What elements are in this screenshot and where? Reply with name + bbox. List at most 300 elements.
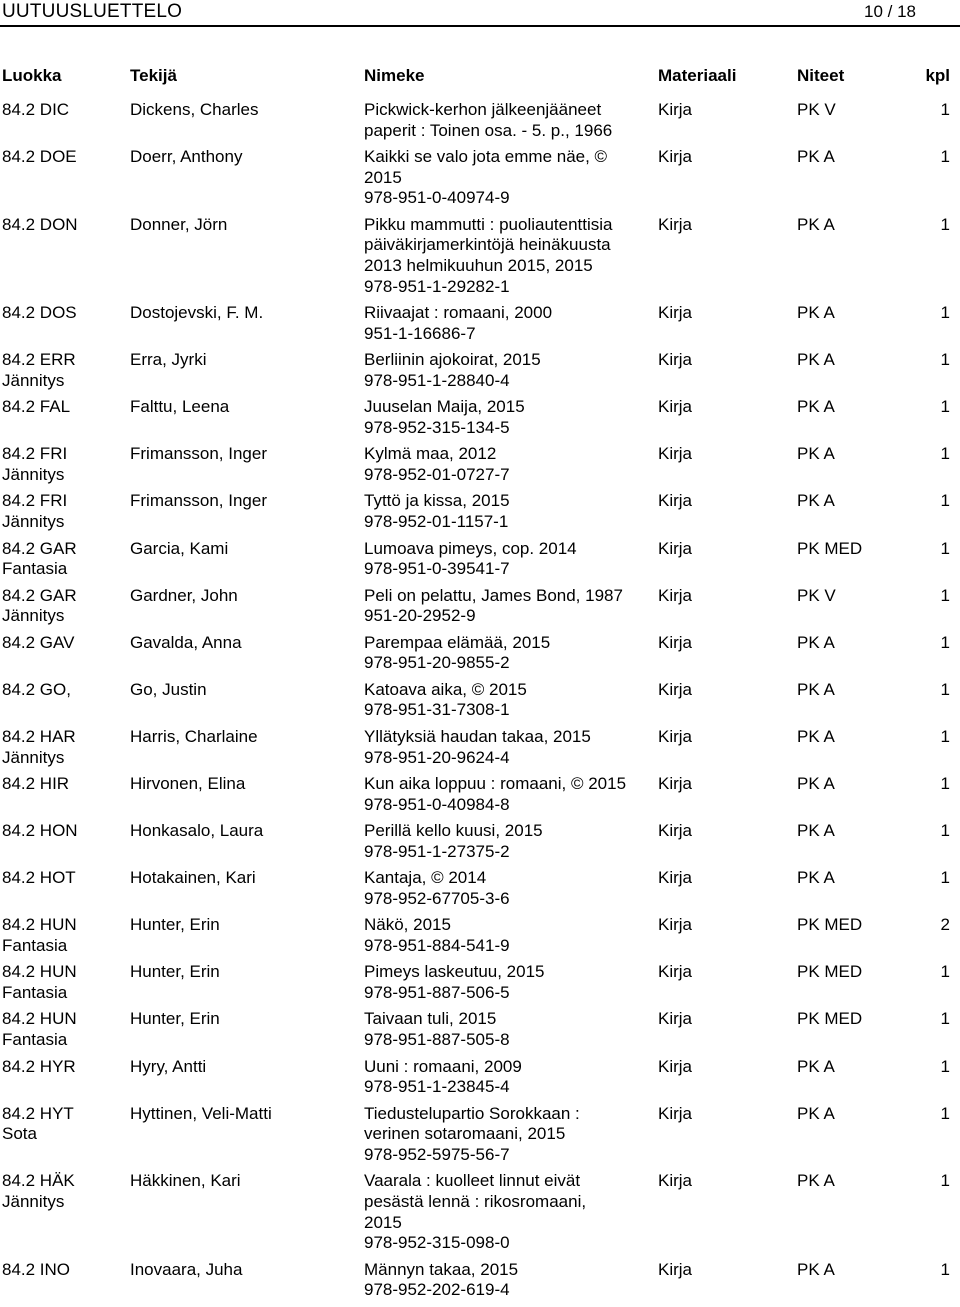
kpl-cell bbox=[941, 1057, 950, 1078]
nimeke-cell-line: 978-952-01-1157-1 bbox=[364, 512, 509, 532]
kpl-cell-line: 1 bbox=[940, 726, 950, 746]
luokka-cell-line: 84.2 DIC bbox=[2, 100, 70, 119]
nimeke-cell bbox=[364, 303, 654, 344]
nimeke-cell-line: 978-952-202-619-4 bbox=[364, 1280, 510, 1300]
niteet-cell-line: PK A bbox=[797, 821, 835, 841]
kpl-cell-line: 1 bbox=[940, 1056, 950, 1076]
luokka-cell-line: 84.2 GAR bbox=[2, 538, 77, 558]
table-row bbox=[0, 915, 960, 962]
kpl-cell bbox=[941, 962, 950, 983]
tekija-cell bbox=[130, 303, 360, 324]
tekija-cell bbox=[130, 1104, 360, 1125]
luokka-cell-line: 84.2 GO, bbox=[2, 679, 71, 699]
materiaali-cell-line: Kirja bbox=[658, 303, 693, 323]
materiaali-cell-line: Kirja bbox=[658, 962, 693, 982]
niteet-cell bbox=[797, 1104, 835, 1125]
tekija-cell bbox=[130, 962, 360, 983]
kpl-cell bbox=[941, 774, 950, 795]
luokka-cell-line: Jännitys bbox=[2, 747, 65, 767]
tekija-cell bbox=[130, 100, 360, 121]
table-row bbox=[0, 539, 960, 586]
tekija-cell-line: Doerr, Anthony bbox=[130, 147, 243, 167]
nimeke-cell-line: 978-951-887-505-8 bbox=[364, 1030, 510, 1050]
materiaali-cell-line: Kirja bbox=[658, 147, 693, 167]
kpl-cell-line: 1 bbox=[940, 632, 950, 652]
nimeke-cell-line: Kun aika loppuu : romaani, © 2015 bbox=[364, 774, 627, 794]
luokka-cell bbox=[2, 397, 127, 418]
tekija-cell-line: Harris, Charlaine bbox=[130, 726, 258, 746]
luokka-cell bbox=[2, 821, 127, 842]
nimeke-cell-line: 951-1-16686-7 bbox=[364, 323, 476, 343]
nimeke-cell-line: Perillä kello kuusi, 2015 bbox=[364, 821, 543, 841]
nimeke-cell-line: Vaarala : kuolleet linnut eivät bbox=[364, 1171, 581, 1191]
nimeke-cell-line: 978-952-67705-3-6 bbox=[364, 888, 510, 908]
tekija-cell-line: Hotakainen, Kari bbox=[130, 868, 256, 888]
kpl-cell-line: 1 bbox=[940, 350, 950, 370]
nimeke-cell-line: paperit : Toinen osa. - 5. p., 1966 bbox=[364, 120, 613, 140]
nimeke-cell-line: Juuselan Maija, 2015 bbox=[364, 397, 525, 417]
kpl-cell-line: 1 bbox=[940, 962, 950, 982]
niteet-cell bbox=[797, 962, 862, 983]
tekija-cell-line: Honkasalo, Laura bbox=[130, 821, 264, 841]
nimeke-cell-line: Tiedustelupartio Sorokkaan : bbox=[364, 1103, 580, 1123]
table-row bbox=[0, 586, 960, 633]
column-header-niteet: Niteet bbox=[797, 66, 845, 85]
materiaali-cell bbox=[658, 350, 692, 371]
kpl-cell-line: 1 bbox=[940, 679, 950, 699]
materiaali-cell-line: Kirja bbox=[658, 821, 693, 841]
materiaali-cell-line: Kirja bbox=[658, 1171, 693, 1191]
tekija-cell bbox=[130, 397, 360, 418]
luokka-cell-line: Fantasia bbox=[2, 982, 68, 1002]
table-row bbox=[0, 1171, 960, 1259]
nimeke-cell bbox=[364, 1171, 654, 1253]
niteet-cell-line: PK A bbox=[797, 397, 835, 417]
nimeke-cell-line: Kantaja, © 2014 bbox=[364, 868, 487, 888]
page-number: 10 / 18 bbox=[864, 2, 916, 21]
nimeke-cell-line: 978-951-1-28840-4 bbox=[364, 370, 510, 390]
luokka-cell bbox=[2, 1260, 127, 1281]
tekija-cell bbox=[130, 586, 360, 607]
nimeke-cell-line: Männyn takaa, 2015 bbox=[364, 1259, 519, 1279]
luokka-cell bbox=[2, 350, 127, 391]
materiaali-cell-line: Kirja bbox=[658, 1103, 693, 1123]
nimeke-cell-line: Pickwick-kerhon jälkeenjääneet bbox=[364, 100, 602, 119]
materiaali-cell bbox=[658, 633, 692, 654]
nimeke-cell-line: 2015 bbox=[364, 167, 402, 187]
tekija-cell bbox=[130, 680, 360, 701]
nimeke-cell-line: 978-951-884-541-9 bbox=[364, 935, 510, 955]
luokka-cell-line: Fantasia bbox=[2, 559, 68, 579]
materiaali-cell-line: Kirja bbox=[658, 774, 693, 794]
materiaali-cell bbox=[658, 962, 692, 983]
table-row bbox=[0, 1260, 960, 1307]
table-row bbox=[0, 147, 960, 215]
nimeke-cell-line: Peli on pelattu, James Bond, 1987 bbox=[364, 585, 623, 605]
luokka-cell bbox=[2, 586, 127, 627]
kpl-cell-line: 1 bbox=[940, 585, 950, 605]
luokka-cell-line: Jännitys bbox=[2, 1191, 65, 1211]
nimeke-cell-line: Taivaan tuli, 2015 bbox=[364, 1009, 497, 1029]
materiaali-cell-line: Kirja bbox=[658, 1259, 693, 1279]
luokka-cell-line: 84.2 INO bbox=[2, 1259, 71, 1279]
luokka-cell-line: 84.2 HUN bbox=[2, 962, 77, 982]
tekija-cell-line: Häkkinen, Kari bbox=[130, 1171, 241, 1191]
niteet-cell bbox=[797, 774, 835, 795]
column-header-kpl: kpl bbox=[925, 66, 950, 85]
column-header-nimeke: Nimeke bbox=[364, 66, 425, 85]
table-row bbox=[0, 962, 960, 1009]
materiaali-cell bbox=[658, 727, 692, 748]
niteet-cell-line: PK A bbox=[797, 868, 835, 888]
materiaali-cell bbox=[658, 774, 692, 795]
niteet-cell-line: PK A bbox=[797, 147, 835, 167]
luokka-cell bbox=[2, 491, 127, 532]
niteet-cell-line: PK A bbox=[797, 1056, 835, 1076]
niteet-cell bbox=[797, 1057, 835, 1078]
nimeke-cell-line: Berliinin ajokoirat, 2015 bbox=[364, 350, 541, 370]
materiaali-cell bbox=[658, 1104, 692, 1125]
kpl-cell-line: 1 bbox=[940, 303, 950, 323]
niteet-cell-line: PK A bbox=[797, 303, 835, 323]
niteet-cell bbox=[797, 821, 835, 842]
luokka-cell bbox=[2, 1057, 127, 1078]
niteet-cell-line: PK A bbox=[797, 774, 835, 794]
materiaali-cell-line: Kirja bbox=[658, 915, 693, 935]
kpl-cell bbox=[941, 1171, 950, 1192]
table-row bbox=[0, 821, 960, 868]
niteet-cell bbox=[797, 303, 835, 324]
nimeke-cell-line: Riivaajat : romaani, 2000 bbox=[364, 303, 553, 323]
tekija-cell-line: Frimansson, Inger bbox=[130, 491, 267, 511]
luokka-cell bbox=[2, 215, 127, 236]
luokka-cell-line: 84.2 HYT bbox=[2, 1103, 74, 1123]
niteet-cell bbox=[797, 539, 862, 560]
luokka-cell bbox=[2, 868, 127, 889]
table-row bbox=[0, 633, 960, 680]
materiaali-cell bbox=[658, 915, 692, 936]
luokka-cell-line: 84.2 HOT bbox=[2, 868, 76, 888]
luokka-cell bbox=[2, 680, 127, 701]
tekija-cell-line: Dickens, Charles bbox=[130, 100, 259, 119]
niteet-cell bbox=[797, 1009, 862, 1030]
tekija-cell-line: Dostojevski, F. M. bbox=[130, 303, 264, 323]
luokka-cell-line: 84.2 HÄK bbox=[2, 1171, 75, 1191]
niteet-cell bbox=[797, 1171, 835, 1192]
nimeke-cell-line: 978-952-5975-56-7 bbox=[364, 1144, 510, 1164]
nimeke-cell-line: 978-951-1-23845-4 bbox=[364, 1077, 510, 1097]
materiaali-cell-line: Kirja bbox=[658, 585, 693, 605]
niteet-cell-line: PK A bbox=[797, 350, 835, 370]
nimeke-cell bbox=[364, 397, 654, 438]
nimeke-cell bbox=[364, 680, 654, 721]
niteet-cell-line: PK MED bbox=[797, 915, 863, 935]
nimeke-cell-line: Kaikki se valo jota emme näe, © bbox=[364, 147, 608, 167]
tekija-cell-line: Hunter, Erin bbox=[130, 915, 220, 935]
luokka-cell-line: 84.2 HUN bbox=[2, 915, 77, 935]
nimeke-cell bbox=[364, 1057, 654, 1098]
kpl-cell-line: 1 bbox=[940, 1009, 950, 1029]
kpl-cell bbox=[941, 915, 950, 936]
nimeke-cell bbox=[364, 1009, 654, 1050]
kpl-cell-line: 1 bbox=[940, 397, 950, 417]
nimeke-cell-line: 978-951-887-506-5 bbox=[364, 982, 510, 1002]
nimeke-cell-line: Tyttö ja kissa, 2015 bbox=[364, 491, 510, 511]
luokka-cell bbox=[2, 539, 127, 580]
tekija-cell bbox=[130, 868, 360, 889]
tekija-cell-line: Hunter, Erin bbox=[130, 1009, 220, 1029]
materiaali-cell-line: Kirja bbox=[658, 679, 693, 699]
luokka-cell-line: 84.2 FAL bbox=[2, 397, 71, 417]
luokka-cell-line: 84.2 GAV bbox=[2, 632, 75, 652]
niteet-cell-line: PK MED bbox=[797, 538, 863, 558]
nimeke-cell-line: Pikku mammutti : puoliautenttisia bbox=[364, 214, 613, 234]
tekija-cell bbox=[130, 727, 360, 748]
tekija-cell bbox=[130, 1260, 360, 1281]
niteet-cell bbox=[797, 444, 835, 465]
nimeke-cell bbox=[364, 727, 654, 768]
luokka-cell-line: 84.2 DON bbox=[2, 214, 78, 234]
materiaali-cell bbox=[658, 147, 692, 168]
materiaali-cell bbox=[658, 444, 692, 465]
tekija-cell bbox=[130, 821, 360, 842]
nimeke-cell-line: 978-951-20-9855-2 bbox=[364, 653, 510, 673]
column-header-materiaali: Materiaali bbox=[658, 66, 737, 85]
materiaali-cell bbox=[658, 1009, 692, 1030]
nimeke-cell bbox=[364, 821, 654, 862]
nimeke-cell-line: Lumoava pimeys, cop. 2014 bbox=[364, 538, 577, 558]
kpl-cell-line: 2 bbox=[940, 915, 950, 935]
materiaali-cell-line: Kirja bbox=[658, 1009, 693, 1029]
kpl-cell bbox=[941, 821, 950, 842]
niteet-cell-line: PK A bbox=[797, 632, 835, 652]
tekija-cell-line: Falttu, Leena bbox=[130, 397, 230, 417]
materiaali-cell bbox=[658, 680, 692, 701]
luokka-cell-line: Fantasia bbox=[2, 1030, 68, 1050]
nimeke-cell-line: Näkö, 2015 bbox=[364, 915, 451, 935]
niteet-cell-line: PK A bbox=[797, 491, 835, 511]
materiaali-cell bbox=[658, 100, 692, 121]
niteet-cell bbox=[797, 680, 835, 701]
kpl-cell bbox=[941, 1009, 950, 1030]
tekija-cell-line: Hyry, Antti bbox=[130, 1056, 207, 1076]
luokka-cell bbox=[2, 303, 127, 324]
table-row bbox=[0, 215, 960, 303]
niteet-cell-line: PK A bbox=[797, 444, 835, 464]
column-header-luokka: Luokka bbox=[2, 66, 62, 85]
materiaali-cell-line: Kirja bbox=[658, 632, 693, 652]
niteet-cell-line: PK MED bbox=[797, 962, 863, 982]
column-header-row bbox=[0, 66, 960, 88]
kpl-cell bbox=[941, 350, 950, 371]
nimeke-cell-line: verinen sotaromaani, 2015 bbox=[364, 1124, 566, 1144]
nimeke-cell bbox=[364, 539, 654, 580]
tekija-cell-line: Hyttinen, Veli-Matti bbox=[130, 1103, 272, 1123]
materiaali-cell-line: Kirja bbox=[658, 397, 693, 417]
nimeke-cell-line: 2013 helmikuuhun 2015, 2015 bbox=[364, 255, 593, 275]
luokka-cell bbox=[2, 100, 127, 121]
luokka-cell bbox=[2, 915, 127, 956]
luokka-cell-line: 84.2 HUN bbox=[2, 1009, 77, 1029]
materiaali-cell-line: Kirja bbox=[658, 491, 693, 511]
materiaali-cell-line: Kirja bbox=[658, 868, 693, 888]
materiaali-cell bbox=[658, 1057, 692, 1078]
nimeke-cell bbox=[364, 868, 654, 909]
table-row bbox=[0, 774, 960, 821]
tekija-cell-line: Hunter, Erin bbox=[130, 962, 220, 982]
tekija-cell bbox=[130, 147, 360, 168]
nimeke-cell-line: Kylmä maa, 2012 bbox=[364, 444, 497, 464]
niteet-cell-line: PK A bbox=[797, 214, 835, 234]
niteet-cell-line: PK A bbox=[797, 1259, 835, 1279]
kpl-cell-line: 1 bbox=[940, 1171, 950, 1191]
niteet-cell-line: PK A bbox=[797, 726, 835, 746]
nimeke-cell bbox=[364, 147, 654, 209]
table-row bbox=[0, 1057, 960, 1104]
tekija-cell-line: Gavalda, Anna bbox=[130, 632, 242, 652]
table-row bbox=[0, 680, 960, 727]
table-row bbox=[0, 727, 960, 774]
tekija-cell bbox=[130, 1009, 360, 1030]
tekija-cell bbox=[130, 350, 360, 371]
niteet-cell bbox=[797, 727, 835, 748]
table-row bbox=[0, 397, 960, 444]
luokka-cell-line: Jännitys bbox=[2, 606, 65, 626]
luokka-cell bbox=[2, 1171, 127, 1212]
nimeke-cell-line: 978-952-315-134-5 bbox=[364, 417, 510, 437]
materiaali-cell-line: Kirja bbox=[658, 100, 693, 119]
tekija-cell bbox=[130, 215, 360, 236]
header-rule bbox=[0, 25, 960, 27]
kpl-cell-line: 1 bbox=[940, 444, 950, 464]
niteet-cell bbox=[797, 586, 836, 607]
luokka-cell bbox=[2, 147, 127, 168]
niteet-cell-line: PK V bbox=[797, 100, 836, 119]
niteet-cell-line: PK A bbox=[797, 679, 835, 699]
kpl-cell-line: 1 bbox=[940, 868, 950, 888]
kpl-cell bbox=[941, 100, 950, 121]
table-row bbox=[0, 100, 960, 147]
luokka-cell bbox=[2, 774, 127, 795]
kpl-cell-line: 1 bbox=[940, 821, 950, 841]
luokka-cell bbox=[2, 962, 127, 1003]
kpl-cell bbox=[941, 727, 950, 748]
table-row bbox=[0, 444, 960, 491]
nimeke-cell-line: 978-951-0-40974-9 bbox=[364, 188, 510, 208]
materiaali-cell bbox=[658, 539, 692, 560]
materiaali-cell bbox=[658, 397, 692, 418]
materiaali-cell-line: Kirja bbox=[658, 214, 693, 234]
nimeke-cell-line: 978-951-1-29282-1 bbox=[364, 276, 510, 296]
materiaali-cell bbox=[658, 586, 692, 607]
niteet-cell bbox=[797, 915, 862, 936]
kpl-cell bbox=[941, 586, 950, 607]
kpl-cell-line: 1 bbox=[940, 774, 950, 794]
kpl-cell bbox=[941, 633, 950, 654]
materiaali-cell-line: Kirja bbox=[658, 1056, 693, 1076]
kpl-cell bbox=[941, 680, 950, 701]
nimeke-cell bbox=[364, 1104, 654, 1166]
table-row bbox=[0, 1104, 960, 1172]
luokka-cell-line: 84.2 HAR bbox=[2, 726, 76, 746]
kpl-cell-line: 1 bbox=[940, 538, 950, 558]
luokka-cell-line: Jännitys bbox=[2, 464, 65, 484]
nimeke-cell bbox=[364, 100, 654, 141]
nimeke-cell-line: päiväkirjamerkintöjä heinäkuusta bbox=[364, 235, 611, 255]
tekija-cell-line: Donner, Jörn bbox=[130, 214, 228, 234]
kpl-cell bbox=[941, 868, 950, 889]
nimeke-cell-line: 978-952-315-098-0 bbox=[364, 1233, 510, 1253]
luokka-cell-line: 84.2 FRI bbox=[2, 491, 68, 511]
tekija-cell bbox=[130, 491, 360, 512]
materiaali-cell bbox=[658, 821, 692, 842]
nimeke-cell bbox=[364, 774, 654, 815]
nimeke-cell bbox=[364, 633, 654, 674]
niteet-cell-line: PK A bbox=[797, 1103, 835, 1123]
kpl-cell bbox=[941, 397, 950, 418]
niteet-cell bbox=[797, 215, 835, 236]
luokka-cell bbox=[2, 1104, 127, 1145]
tekija-cell-line: Frimansson, Inger bbox=[130, 444, 267, 464]
materiaali-cell-line: Kirja bbox=[658, 538, 693, 558]
niteet-cell bbox=[797, 397, 835, 418]
kpl-cell-line: 1 bbox=[940, 1259, 950, 1279]
tekija-cell-line: Go, Justin bbox=[130, 679, 207, 699]
nimeke-cell bbox=[364, 586, 654, 627]
luokka-cell-line: 84.2 DOS bbox=[2, 303, 77, 323]
nimeke-cell-line: 978-951-20-9624-4 bbox=[364, 747, 510, 767]
luokka-cell-line: 84.2 ERR bbox=[2, 350, 76, 370]
kpl-cell bbox=[941, 1260, 950, 1281]
nimeke-cell-line: Pimeys laskeutuu, 2015 bbox=[364, 962, 545, 982]
kpl-cell-line: 1 bbox=[940, 147, 950, 167]
table-row bbox=[0, 350, 960, 397]
nimeke-cell bbox=[364, 444, 654, 485]
luokka-cell-line: Sota bbox=[2, 1124, 37, 1144]
nimeke-cell bbox=[364, 491, 654, 532]
materiaali-cell bbox=[658, 1260, 692, 1281]
nimeke-cell-line: 978-951-1-27375-2 bbox=[364, 841, 510, 861]
nimeke-cell bbox=[364, 915, 654, 956]
niteet-cell-line: PK A bbox=[797, 1171, 835, 1191]
nimeke-cell-line: 2015 bbox=[364, 1212, 402, 1232]
luokka-cell-line: 84.2 DOE bbox=[2, 147, 77, 167]
kpl-cell bbox=[941, 491, 950, 512]
kpl-cell-line: 1 bbox=[940, 1103, 950, 1123]
niteet-cell bbox=[797, 350, 835, 371]
luokka-cell-line: 84.2 HIR bbox=[2, 774, 70, 794]
materiaali-cell bbox=[658, 215, 692, 236]
nimeke-cell bbox=[364, 350, 654, 391]
tekija-cell bbox=[130, 1057, 360, 1078]
page-header bbox=[0, 0, 960, 26]
materiaali-cell-line: Kirja bbox=[658, 350, 693, 370]
column-header-tekija: Tekijä bbox=[130, 66, 177, 85]
materiaali-cell bbox=[658, 491, 692, 512]
materiaali-cell bbox=[658, 868, 692, 889]
luokka-cell bbox=[2, 444, 127, 485]
tekija-cell bbox=[130, 633, 360, 654]
tekija-cell-line: Inovaara, Juha bbox=[130, 1259, 243, 1279]
kpl-cell bbox=[941, 147, 950, 168]
kpl-cell-line: 1 bbox=[940, 100, 950, 119]
nimeke-cell-line: 978-952-01-0727-7 bbox=[364, 464, 510, 484]
materiaali-cell bbox=[658, 303, 692, 324]
tekija-cell bbox=[130, 444, 360, 465]
tekija-cell-line: Gardner, John bbox=[130, 585, 238, 605]
luokka-cell-line: Jännitys bbox=[2, 512, 65, 532]
nimeke-cell-line: Katoava aika, © 2015 bbox=[364, 679, 527, 699]
